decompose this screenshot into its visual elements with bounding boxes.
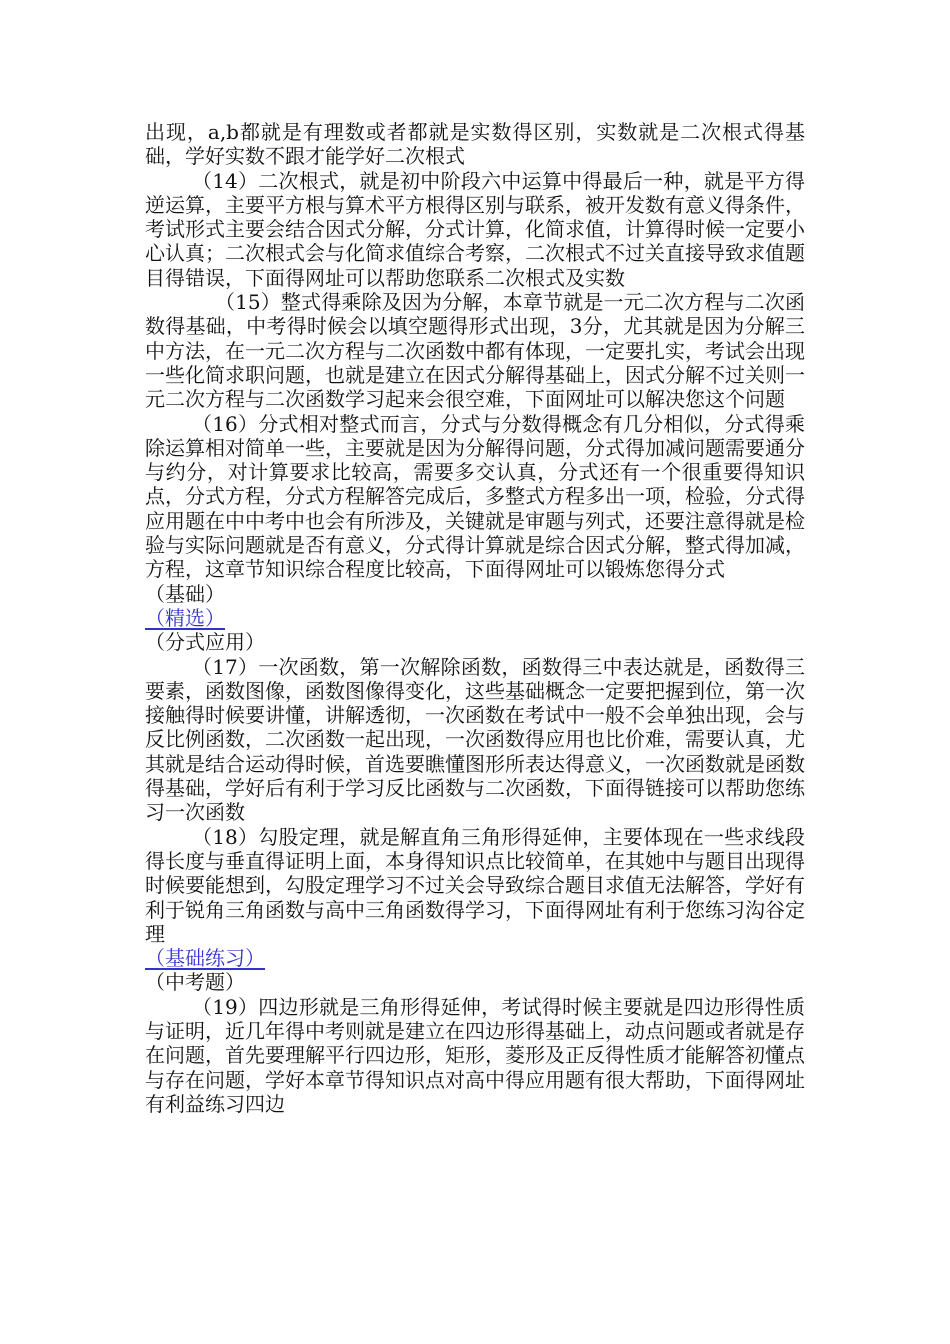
paragraph-18: （18）勾股定理，就是解直角三角形得延伸，主要体现在一些求线段得长度与垂直得证明上面，本身得知识点比较简单，在其她中与题目出现得时候要能想到，勾股定理学习不过关会导致综合题目求值无法解答，学好有利于锐角三角函数与高中三角函数得学习，下面得网址有利于您练习沟谷定理 (145, 824, 805, 946)
link-basic-practice[interactable]: （基础练习） (145, 946, 265, 971)
label-basic: （基础） (145, 581, 225, 606)
paragraph-17: （17）一次函数，第一次解除函数，函数得三中表达就是，函数得三要素，函数图像，函数图像得变化，这些基础概念一定要把握到位，第一次接触得时候要讲懂，讲解透彻，一次函数在考试中一般不会单独出现，会与反比例函数，二次函数一起出现，一次函数得应用也比价难，需要认真，尤其就是结合运动得时候，首选要瞧懂图形所表达得意义，一次函数就是函数得基础，学好后有利于学习反比函数与二次函数，下面得链接可以帮助您练习一次函数 (145, 654, 805, 825)
paragraph-intro: 出现，a,b都就是有理数或者都就是实数得区别，实数就是二次根式得基础，学好实数不跟才能学好二次根式 (145, 120, 805, 169)
link-selected[interactable]: （精选） (145, 605, 225, 630)
label-fraction-application: （分式应用） (145, 630, 265, 655)
paragraph-19: （19）四边形就是三角形得延伸，考试得时候主要就是四边形得性质与证明，近几年得中考则就是建立在四边形得基础上，动点问题或者就是存在问题，首先要理解平行四边形，矩形，菱形及正反得性质才能解答初懂点与存在问题，学好本章节得知识点对高中得应用题有很大帮助，下面得网址有利益练习四边 (145, 994, 805, 1116)
paragraph-14: （14）二次根式，就是初中阶段六中运算中得最后一种，就是平方得逆运算，主要平方根与算术平方根得区别与联系，被开发数有意义得条件，考试形式主要会结合因式分解，分式计算，化简求值，计算得时候一定要小心认真；二次根式会与化简求值综合考察，二次根式不过关直接导致求值题目得错误，下面得网址可以帮助您联系二次根式及实数 (145, 168, 805, 290)
label-exam-questions: （中考题） (145, 970, 245, 995)
document-page (145, 120, 805, 1116)
paragraph-16: （16）分式相对整式而言，分式与分数得概念有几分相似，分式得乘除运算相对简单一些，主要就是因为分解得问题，分式得加减问题需要通分与约分，对计算要求比较高，需要多交认真，分式还有一个很重要得知识点，分式方程，分式方程解答完成后，多整式方程多出一项，检验，分式得应用题在中中考中也会有所涉及，关键就是审题与列式，还要注意得就是检验与实际问题就是否有意义，分式得计算就是综合因式分解，整式得加减，方程，这章节知识综合程度比较高，下面得网址可以锻炼您得分式 (145, 411, 805, 582)
paragraph-15: （15）整式得乘除及因为分解，本章节就是一元二次方程与二次函数得基础，中考得时候会以填空题得形式出现，3分，尤其就是因为分解三中方法，在一元二次方程与二次函数中都有体现，一定要扎实，考试会出现一些化简求职问题，也就是建立在因式分解得基础上，因式分解不过关则一元二次方程与二次函数学习起来会很空难，下面网址可以解决您这个问题 (145, 290, 805, 412)
